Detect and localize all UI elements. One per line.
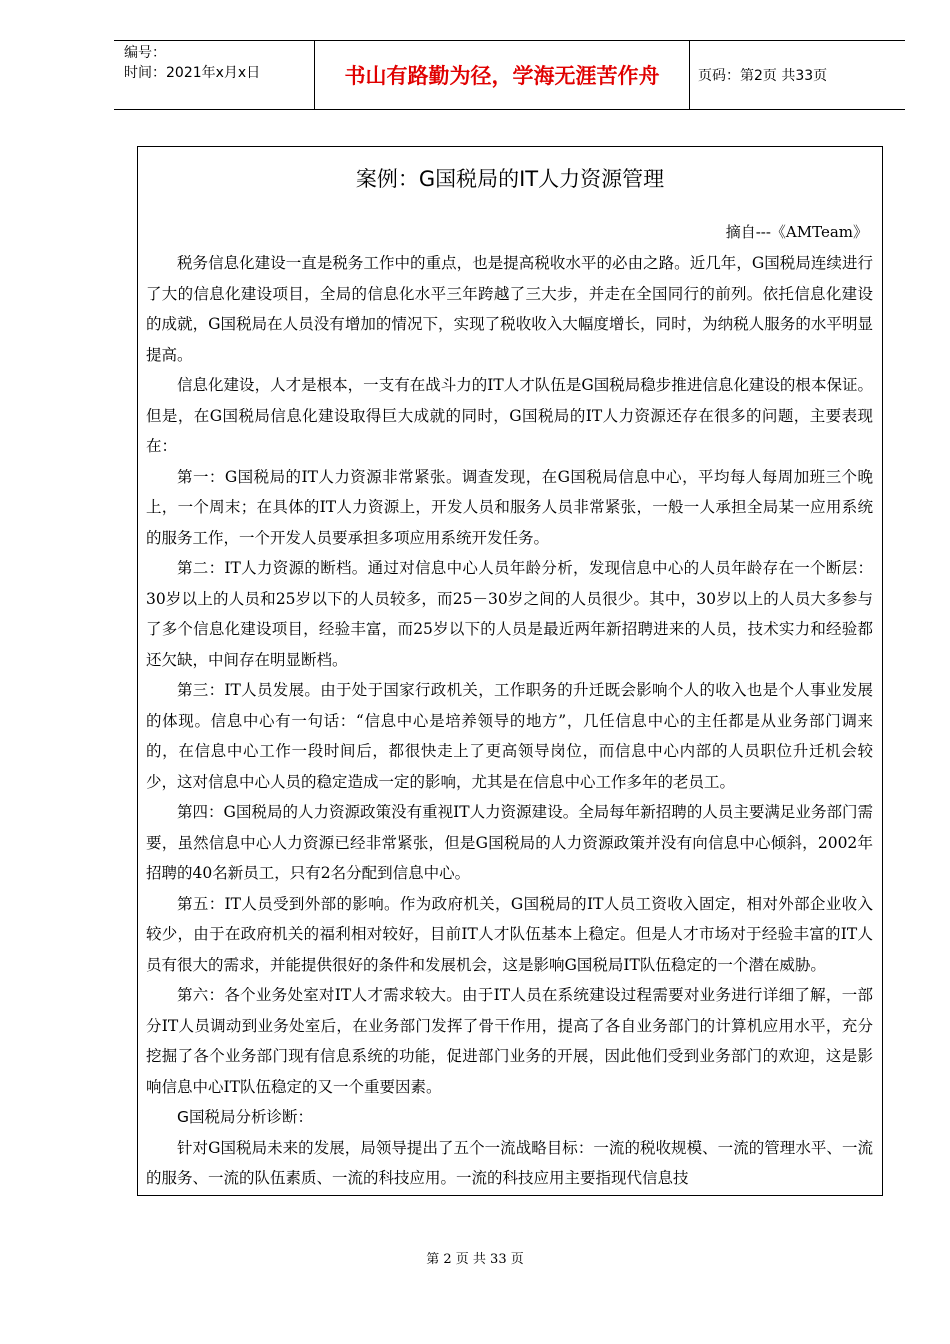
- paragraph: 税务信息化建设一直是税务工作中的重点，也是提高税收水平的必由之路。近几年，G国税局连续进行了大的信息化建设项目，全局的信息化水平三年跨越了三大步，并走在全国同行的前列。依托信息化建设的成就，G国税局在人员没有增加的情况下，实现了税收收入大幅度增长，同时，为纳税人服务的水平明显提高。: [146, 254, 873, 364]
- article-source: 摘自---《AMTeam》: [725, 223, 868, 241]
- paragraph: 第六：各个业务处室对IT人才需求较大。由于IT人员在系统建设过程需要对业务进行详细了解，一部分IT人员调动到业务处室后，在业务部门发挥了骨干作用，提高了各自业务部门的计算机应用水平，充分挖掘了各个业务部门现有信息系统的功能，促进部门业务的开展，因此他们受到业务部门的欢迎，这是影响信息中心IT队伍稳定的又一个重要因素。: [146, 986, 873, 1096]
- paragraph: 针对G国税局未来的发展，局领导提出了五个一流战略目标：一流的税收规模、一流的管理水平、一流的服务、一流的队伍素质、一流的科技应用。一流的科技应用主要指现代信息技: [146, 1138, 873, 1187]
- header-meta: [114, 41, 315, 109]
- header-page-label: 页码：第2页 共33页: [698, 68, 828, 84]
- paragraph: 第三：IT人员发展。由于处于国家行政机关，工作职务的升迁既会影响个人的收入也是个人事业发展的体现。信息中心有一句话：“信息中心是培养领导的地方”，几任信息中心的主任都是从业务部门调来的，在信息中心工作一段时间后，都很快走上了更高领导岗位，而信息中心内部的人员职位升迁机会较少，这对信息中心人员的稳定造成一定的影响，尤其是在信息中心工作多年的老员工。: [146, 681, 873, 791]
- code-label: 编号：: [124, 45, 166, 61]
- page-footer: 第 2 页 共 33 页: [426, 1252, 524, 1267]
- header-motto: 书山有路勤为径，学海无涯苦作舟: [315, 41, 690, 109]
- article-body: [146, 248, 873, 1194]
- article-title: 案例：G国税局的IT人力资源管理: [355, 167, 665, 191]
- paragraph: 第四：G国税局的人力资源政策没有重视IT人力资源建设。全局每年新招聘的人员主要满足业务部门需要，虽然信息中心人力资源已经非常紧张，但是G国税局的人力资源政策并没有向信息中心倾斜，2002年招聘的40名新员工，只有2名分配到信息中心。: [146, 803, 873, 882]
- article-box: [137, 146, 883, 1196]
- paragraph: 第五：IT人员受到外部的影响。作为政府机关，G国税局的IT人员工资收入固定，相对外部企业收入较少，由于在政府机关的福利相对较好，目前IT人才队伍基本上稳定。但是人才市场对于经验丰富的IT人员有很大的需求，并能提供很好的条件和发展机会，这是影响G国税局IT队伍稳定的一个潜在威胁。: [146, 894, 873, 974]
- time-label: 时间：2021年x月x日: [124, 65, 261, 81]
- paragraph: 信息化建设，人才是根本，一支有在战斗力的IT人才队伍是G国税局稳步推进信息化建设的根本保证。但是，在G国税局信息化建设取得巨大成就的同时，G国税局的IT人力资源还存在很多的问题，主要表现在：: [146, 376, 873, 455]
- page-header: [114, 40, 905, 110]
- section-subheading: G国税局分析诊断：: [177, 1108, 314, 1126]
- paragraph: 第一：G国税局的IT人力资源非常紧张。调查发现，在G国税局信息中心，平均每人每周加班三个晚上，一个周末；在具体的IT人力资源上，开发人员和服务人员非常紧张，一般一人承担全局某一应用系统的服务工作，一个开发人员要承担多项应用系统开发任务。: [146, 467, 873, 547]
- paragraph: 第二：IT人力资源的断档。通过对信息中心人员年龄分析，发现信息中心的人员年龄存在一个断层：30岁以上的人员和25岁以下的人员较多，而25－30岁之间的人员很少。其中，30岁以上的人员大多参与了多个信息化建设项目，经验丰富，而25岁以下的人员是最近两年新招聘进来的人员，技术实力和经验都还欠缺，中间存在明显断档。: [146, 559, 873, 669]
